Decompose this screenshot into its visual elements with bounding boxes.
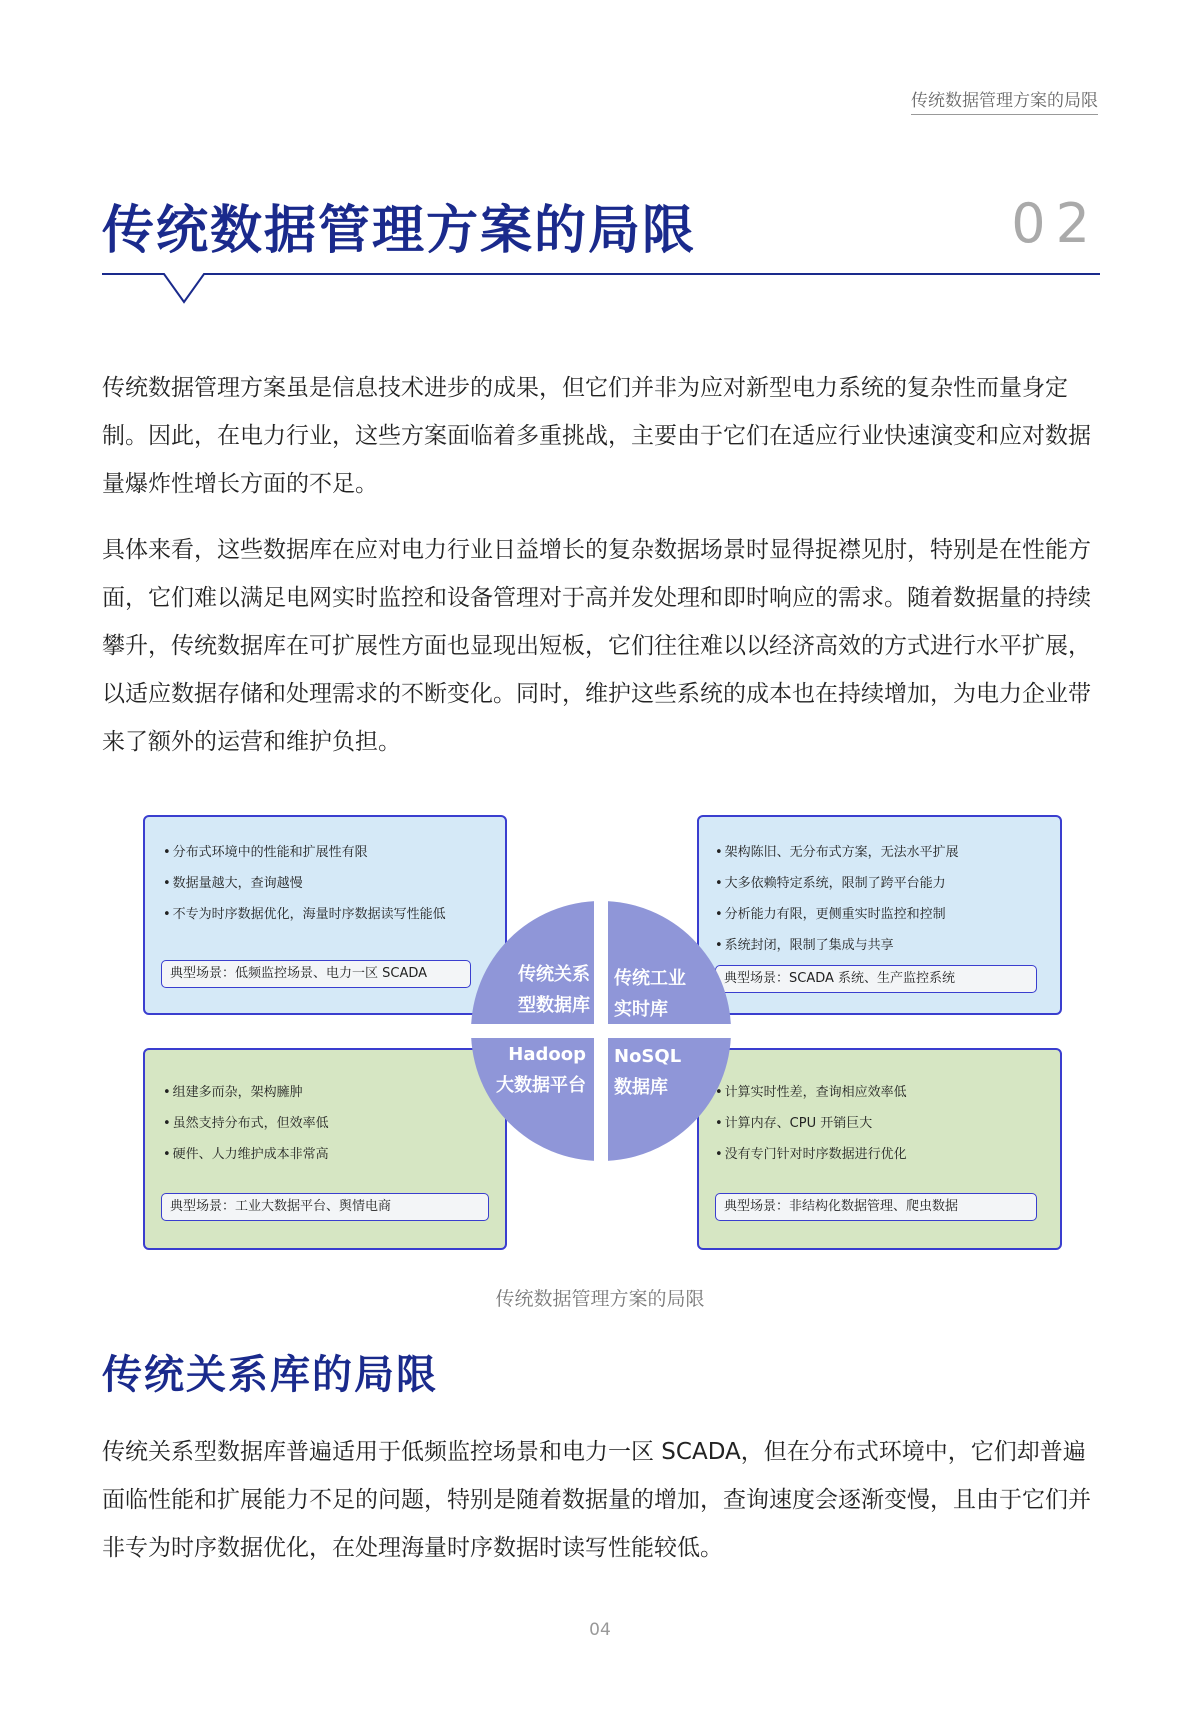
detail-paragraph: 具体来看，这些数据库在应对电力行业日益增长的复杂数据场景时显得捉襟见肘，特别是在性能方面，它们难以满足电网实时监控和设备管理对于高并发处理和即时响应的需求。随着数据量的持续攀升，传统数据库在可扩展性方面也显现出短板，它们往往难以以经济高效的方式进行水平扩展，以适应数据存储和处理需求的不断变化。同时，维护这些系统的成本也在持续增加，为电力企业带来了额外的运营和维护负担。 <box>102 537 1091 755</box>
scenario-label: 典型场景：非结构化数据管理、爬虫数据 <box>715 1193 1037 1221</box>
section-heading: 传统关系库的局限 <box>102 1352 438 1398</box>
quadrant-industrial-realtime-db <box>697 815 1062 1015</box>
quadrant-points <box>163 1077 329 1170</box>
section-paragraph: 传统关系型数据库普遍适用于低频监控场景和电力一区 SCADA，但在分布式环境中，它们却普遍面临性能和扩展能力不足的问题，特别是随着数据量的增加，查询速度会逐渐变慢，且由于它们并非专为时序数据优化，在处理海量时序数据时读写性能较低。 <box>102 1439 1091 1561</box>
quadrant-points <box>715 837 959 961</box>
scenario-label: 典型场景：低频监控场景、电力一区 SCADA <box>161 960 471 988</box>
list-item: • 大多依赖特定系统，限制了跨平台能力 <box>715 868 959 899</box>
title-underline <box>102 270 1100 310</box>
list-item: • 硬件、人力维护成本非常高 <box>163 1139 329 1170</box>
list-item: • 没有专门针对时序数据进行优化 <box>715 1139 907 1170</box>
chapter-number: 02 <box>1011 192 1100 255</box>
list-item: • 分析能力有限，更侧重实时监控和控制 <box>715 899 959 930</box>
circle-label-nosql: NoSQL 数据库 <box>614 1046 682 1098</box>
intro-paragraph: 传统数据管理方案虽是信息技术进步的成果，但它们并非为应对新型电力系统的复杂性而量身定制。因此，在电力行业，这些方案面临着多重挑战，主要由于它们在适应行业快速演变和应对数据量爆炸性增长方面的不足。 <box>102 375 1091 497</box>
list-item: • 系统封闭，限制了集成与共享 <box>715 930 959 961</box>
list-item: • 架构陈旧、无分布式方案，无法水平扩展 <box>715 837 959 868</box>
scenario-label: 典型场景：工业大数据平台、舆情电商 <box>161 1193 489 1221</box>
quadrant-hadoop-platform <box>143 1048 507 1250</box>
quadrant-points <box>715 1077 907 1170</box>
list-item: • 计算内存、CPU 开销巨大 <box>715 1108 907 1139</box>
list-item: • 虽然支持分布式，但效率低 <box>163 1108 329 1139</box>
list-item: • 组建多而杂，架构臃肿 <box>163 1077 329 1108</box>
running-header: 传统数据管理方案的局限 <box>911 86 1098 115</box>
quadrant-points <box>163 837 446 930</box>
circle-label-hadoop: Hadoop 大数据平台 <box>496 1044 586 1096</box>
circle-label-industrial: 传统工业 实时库 <box>614 968 686 1020</box>
list-item: • 分布式环境中的性能和扩展性有限 <box>163 837 446 868</box>
page-number: 04 <box>589 1620 611 1640</box>
quadrant-relational-db <box>143 815 507 1015</box>
circle-divider-horizontal <box>470 1024 732 1038</box>
quadrant-nosql-db <box>697 1048 1062 1250</box>
circle-label-relational: 传统关系 型数据库 <box>518 964 590 1016</box>
center-circle <box>470 900 732 1162</box>
page-title: 传统数据管理方案的局限 <box>102 201 697 261</box>
list-item: • 计算实时性差，查询相应效率低 <box>715 1077 907 1108</box>
list-item: • 数据量越大，查询越慢 <box>163 868 446 899</box>
scenario-label: 典型场景：SCADA 系统、生产监控系统 <box>715 965 1037 993</box>
list-item: • 不专为时序数据优化，海量时序数据读写性能低 <box>163 899 446 930</box>
figure-caption: 传统数据管理方案的局限 <box>495 1288 705 1310</box>
